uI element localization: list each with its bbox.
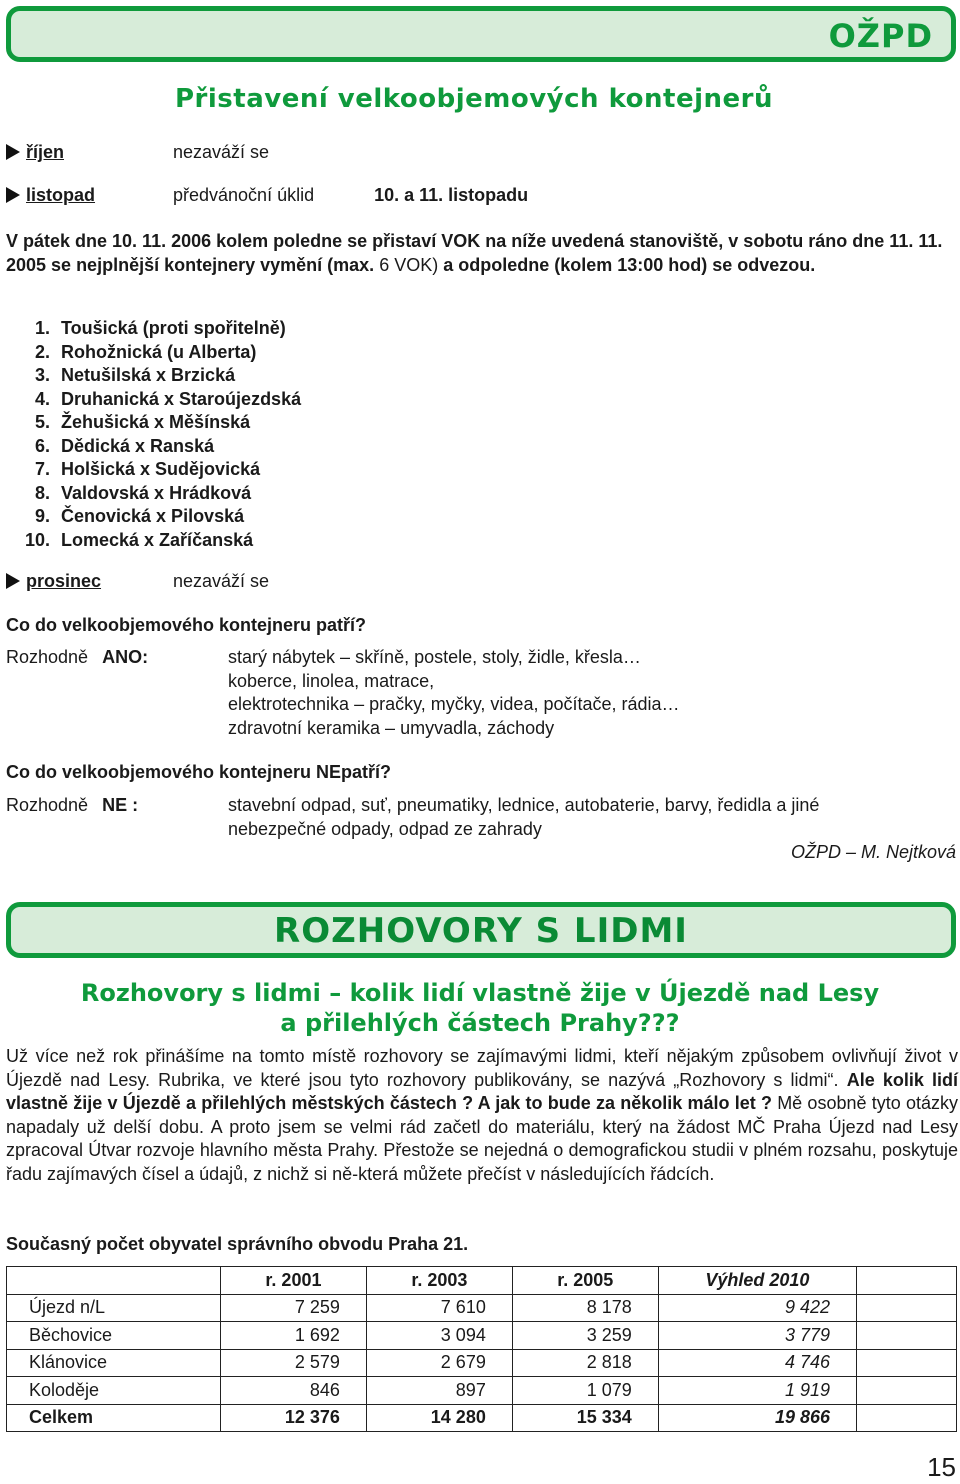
- list-number: 6.: [34, 435, 50, 456]
- list-text: Lomecká x Zaříčanská: [61, 529, 254, 550]
- article-text-a: Už více než rok přinášíme na tomto místě rozhovory se zajímavými lidmi, kteří nějakým způsobem ovlivňují život v Újezdě nad Lesy. Rubrika, ve které jsou tyto rozhovory publikovány, se nazývá „Rozhovory s lidmi“.: [6, 1046, 958, 1090]
- intro-end: a odpoledne (kolem 13:00 hod) se odvezou.: [443, 254, 816, 275]
- yes-label: Rozhodně: [6, 647, 89, 667]
- table-cell: 4 746: [658, 1349, 856, 1377]
- table-cell: 897: [366, 1377, 512, 1405]
- page-number: 15: [927, 1452, 956, 1482]
- list-number: 9.: [34, 506, 50, 526]
- month-row-october: [6, 142, 270, 163]
- table-cell: 12 376: [221, 1404, 367, 1432]
- table-row: [7, 1349, 957, 1377]
- month-text: nezaváží se: [173, 142, 270, 162]
- no-answer: [6, 794, 956, 842]
- month-text: předvánoční úklid: [173, 185, 315, 205]
- table-cell: [857, 1322, 957, 1350]
- month-date: 10. a 11. listopadu: [374, 185, 529, 205]
- population-table: [6, 1266, 957, 1432]
- header-banner: [6, 6, 956, 62]
- table-cell: 7 259: [221, 1294, 367, 1322]
- table-cell: 3 779: [658, 1322, 856, 1350]
- table-cell: 7 610: [366, 1294, 512, 1322]
- table-cell: 3 094: [366, 1322, 512, 1350]
- table-cell: [857, 1294, 957, 1322]
- month-row-november: [6, 185, 529, 206]
- table-header-cell: Výhled 2010: [658, 1267, 856, 1295]
- section-title: Přistavení velkoobjemových kontejnerů: [175, 84, 774, 114]
- list-number: 5.: [34, 412, 50, 432]
- no-item: stavební odpad, suť, pneumatiky, lednice, autobaterie, barvy, ředidla a jiné: [228, 795, 820, 815]
- no-item: nebezpečné odpady, odpad ze zahrady: [228, 818, 542, 839]
- article-text-bold: Ale kolik lidí vlastně žije v Újezdě a přilehlých městských částech ? A jak to bude za několik málo let ?: [6, 1069, 959, 1113]
- list-number: 3.: [34, 365, 50, 385]
- list-number: 1.: [34, 318, 50, 338]
- list-text: Toušická (proti spořitelně): [61, 318, 286, 338]
- table-cell: 3 259: [512, 1322, 658, 1350]
- table-cell: 9 422: [658, 1294, 856, 1322]
- table-row: [7, 1294, 957, 1322]
- intro-regular: 6 VOK): [374, 254, 444, 275]
- interviews-subtitle-1: Rozhovory s lidmi – kolik lidí vlastně žije v Újezdě nad Lesy: [80, 979, 880, 1007]
- month-name: říjen: [26, 142, 65, 162]
- banner-title: ROZHOVORY S LIDMI: [274, 911, 688, 951]
- list-text: Netušilská x Brzická: [61, 365, 236, 385]
- no-question: Co do velkoobjemového kontejneru NEpatří?: [6, 762, 392, 782]
- table-cell: 1 079: [512, 1377, 658, 1405]
- table-cell: 2 579: [221, 1349, 367, 1377]
- table-cell: 1 919: [658, 1377, 856, 1405]
- no-label: Rozhodně: [6, 795, 89, 815]
- table-cell: 1 692: [221, 1322, 367, 1350]
- month-text: nezaváží se: [173, 571, 270, 591]
- table-header-cell: r. 2001: [221, 1267, 367, 1295]
- table-cell: [857, 1377, 957, 1405]
- month-name: listopad: [26, 185, 96, 205]
- yes-answer: [6, 646, 956, 742]
- interviews-banner: [6, 902, 956, 958]
- table-row: [7, 1322, 957, 1350]
- table-caption: Současný počet obyvatel správního obvodu Praha 21.: [6, 1234, 469, 1254]
- table-cell: 8 178: [512, 1294, 658, 1322]
- table-cell: [857, 1404, 957, 1432]
- table-header-cell: [857, 1267, 957, 1295]
- list-text: Žehušická x Měšínská: [61, 412, 251, 432]
- yes-item: starý nábytek – skříně, postele, stoly, židle, křesla…: [228, 647, 641, 667]
- yes-label-bold: ANO:: [102, 647, 149, 667]
- table-cell: Klánovice: [7, 1349, 221, 1377]
- table-cell: Koloděje: [7, 1377, 221, 1405]
- intro-paragraph: [6, 230, 956, 277]
- no-label-bold: NE :: [102, 795, 139, 815]
- arrow-right-icon: [6, 573, 20, 589]
- list-number: 10.: [24, 529, 50, 550]
- signature: OŽPD – M. Nejtková: [790, 842, 956, 862]
- table-row-total: [7, 1404, 957, 1432]
- yes-question: Co do velkoobjemového kontejneru patří?: [6, 615, 367, 635]
- yes-item: elektrotechnika – pračky, myčky, videa, počítače, rádia…: [228, 694, 680, 714]
- table-header-cell: r. 2003: [366, 1267, 512, 1295]
- interviews-subtitle-2: a přilehlých částech Prahy???: [280, 1009, 680, 1037]
- article-paragraph: [6, 1045, 958, 1186]
- table-cell: Újezd n/L: [7, 1294, 221, 1322]
- table-header-cell: [7, 1267, 221, 1295]
- table-cell: 19 866: [658, 1404, 856, 1432]
- table-cell: 2 818: [512, 1349, 658, 1377]
- list-text: Holšická x Sudějovická: [61, 459, 261, 479]
- table-cell: 14 280: [366, 1404, 512, 1432]
- list-number: 4.: [34, 388, 50, 409]
- arrow-right-icon: [6, 144, 20, 160]
- arrow-right-icon: [6, 187, 20, 203]
- list-text: Druhanická x Staroújezdská: [61, 388, 302, 409]
- intro-bold: V pátek dne 10. 11. 2006 kolem poledne se přistaví VOK na níže uvedená stanoviště, v sobotu ráno dne 11. 11. 2005 se nejplnější kontejnery vymění (max.: [6, 231, 943, 275]
- list-text: Čenovická x Pilovská: [61, 506, 245, 526]
- table-cell: 846: [221, 1377, 367, 1405]
- list-text: Dědická x Ranská: [61, 435, 215, 456]
- table-cell: 2 679: [366, 1349, 512, 1377]
- table-cell: [857, 1349, 957, 1377]
- table-cell: Celkem: [7, 1404, 221, 1432]
- table-header-row: [7, 1267, 957, 1295]
- table-header-cell: r. 2005: [512, 1267, 658, 1295]
- banner-title: OŽPD: [828, 17, 933, 55]
- table-row: [7, 1377, 957, 1405]
- table-cell: Běchovice: [7, 1322, 221, 1350]
- yes-item: zdravotní keramika – umyvadla, záchody: [228, 717, 555, 738]
- list-number: 7.: [34, 459, 50, 479]
- yes-item: koberce, linolea, matrace,: [228, 670, 435, 691]
- month-row-december: [6, 571, 270, 592]
- list-text: Valdovská x Hrádková: [61, 482, 252, 503]
- table-cell: 15 334: [512, 1404, 658, 1432]
- list-number: 2.: [34, 341, 50, 362]
- list-number: 8.: [34, 482, 50, 503]
- article-text-c: Mě osobně tyto otázky napadaly už delší dobu. A proto jsem se velmi rád začetl do materiálu, který na žádost MČ Praha Újezd nad Lesy zpracoval Útvar rozvoje hlavního města Prahy. Přestože se nejedná o demografickou studii v plném rozsahu, poskytuje řadu zajímavých čísel a údajů, z nichž si ně-která můžete přečíst v následujících řádcích.: [6, 1093, 958, 1184]
- list-text: Rohožnická (u Alberta): [61, 341, 257, 362]
- month-name: prosinec: [26, 571, 102, 591]
